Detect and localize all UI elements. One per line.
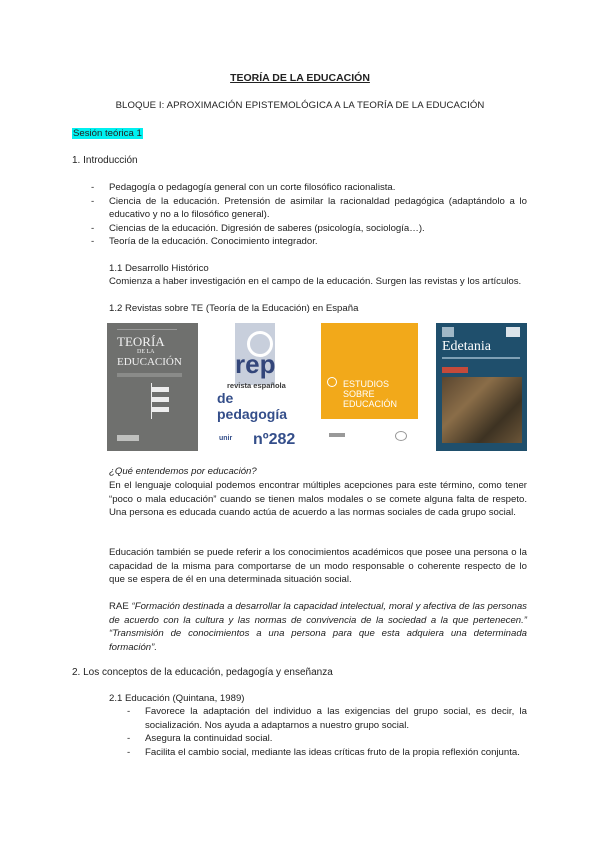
paragraph-coloquial: En el lenguaje coloquial podemos encontrar múltiples acepciones para este término, como tener “poco o mala educación” cuando se tienen malos modales o se comete alguna falta de respeto. Una persona es educada cuando actúa de acuerdo a las normas sociales de cada grupo social. [109,480,527,518]
cover-university-logo: unir [219,435,233,442]
cover-revista-espanola-pedagogia [213,323,306,451]
cover-painting [442,377,522,443]
rae-definition [109,600,527,654]
cover-block [151,387,169,392]
cover-block [151,397,169,402]
cover-title-line: DE LA [137,349,155,355]
list-item: - Ciencia de la educación. Pretensión de asimilar la racionaldad pedagógica (adaptándolo a lo educativo y no a lo filosófico general). [91,195,527,222]
list-item: - Teoría de la educación. Conocimiento integrador. [91,235,527,249]
cover-block [151,407,169,412]
cover-footer-logo [329,433,345,437]
cover-publisher-mark [117,435,139,441]
cover-title-line: TEORÍA [117,334,165,349]
document-title: TEORÍA DE LA EDUCACIÓN [230,72,370,84]
cover-title-line: ESTUDIOS [343,379,390,389]
rae-label: RAE [109,601,129,612]
subsection-heading-desarrollo: 1.1 Desarrollo Histórico [109,263,209,274]
desarrollo-paragraph: Comienza a haber investigación en el campo de la educación. Surgen las revistas y los artículos. [109,276,522,287]
subsection-heading-revistas: 1.2 Revistas sobre TE (Teoría de la Educación) en España [109,303,359,314]
list-item: - Asegura la continuidad social. [127,732,527,746]
cover-rule [442,357,520,359]
list-item: - Favorece la adaptación del individuo a las exigencias del grupo social, es decir, la socialización. Nos ayuda a adaptarnos a nuestro grupo social. [127,705,527,732]
journal-covers [0,323,600,451]
list-item: - Pedagogía o pedagogía general con un corte filosófico racionalista. [91,181,527,195]
cover-title: Edetania [442,339,491,354]
cover-title-line: EDUCACIÓN [343,399,398,409]
cover-title-line: revista española [227,381,286,390]
cover-edetania [436,323,527,451]
list-item: - Facilita el cambio social, mediante las ideas críticas fruto de la propia reflexión conjunta. [127,746,527,760]
cover-rule [117,329,177,330]
document-subtitle: BLOQUE I: APROXIMACIÓN EPISTEMOLÓGICA A LA TEORÍA DE LA EDUCACIÓN [115,100,485,111]
cover-tag [442,367,468,373]
section-heading-introduccion: 1. Introducción [72,155,138,166]
cover-band [117,373,182,377]
cover-mark-icon [327,377,337,387]
list-item: - Ciencias de la educación. Digresión de saberes (psicología, sociología…). [91,222,527,236]
cover-title-line: SOBRE [343,389,375,399]
subsection-heading-educacion: 2.1 Educación (Quintana, 1989) [109,693,245,704]
question-heading: ¿Qué entendemos por educación? [109,466,257,477]
section-heading-conceptos: 2. Los conceptos de la educación, pedagogía y enseñanza [72,667,333,678]
cover-issue-number: nº282 [253,431,296,448]
cover-brand: rep [235,349,276,379]
cover-header-logo [442,327,454,337]
cover-title-line: EDUCACIÓN [117,356,182,368]
paragraph-academicos: Educación también se puede referir a los conocimientos académicos que posee una persona o la capacidad de la misma para comportarse de un modo responsable o coherente respecto de lo que se espera de él en una determinada situación social. [109,547,527,585]
cover-title-line: de pedagogía [217,390,288,422]
cover-estudios-sobre-educacion [321,323,418,451]
cover-header-seal [506,327,520,337]
intro-bullet-list [91,181,527,249]
session-highlight: Sesión teórica 1 [73,128,142,139]
rae-quote: “Formación destinada a desarrollar la capacidad intelectual, moral y afectiva de las personas de acuerdo con la cultura y las normas de convivencia de la sociedad a la que pertenecen.” “Transmisión de conocimientos a una persona para que esta adquiera una determinada formación”. [109,601,527,653]
cover-teoria-educacion [107,323,198,451]
educacion-bullet-list [127,705,527,759]
cover-footer-icon [395,431,407,441]
